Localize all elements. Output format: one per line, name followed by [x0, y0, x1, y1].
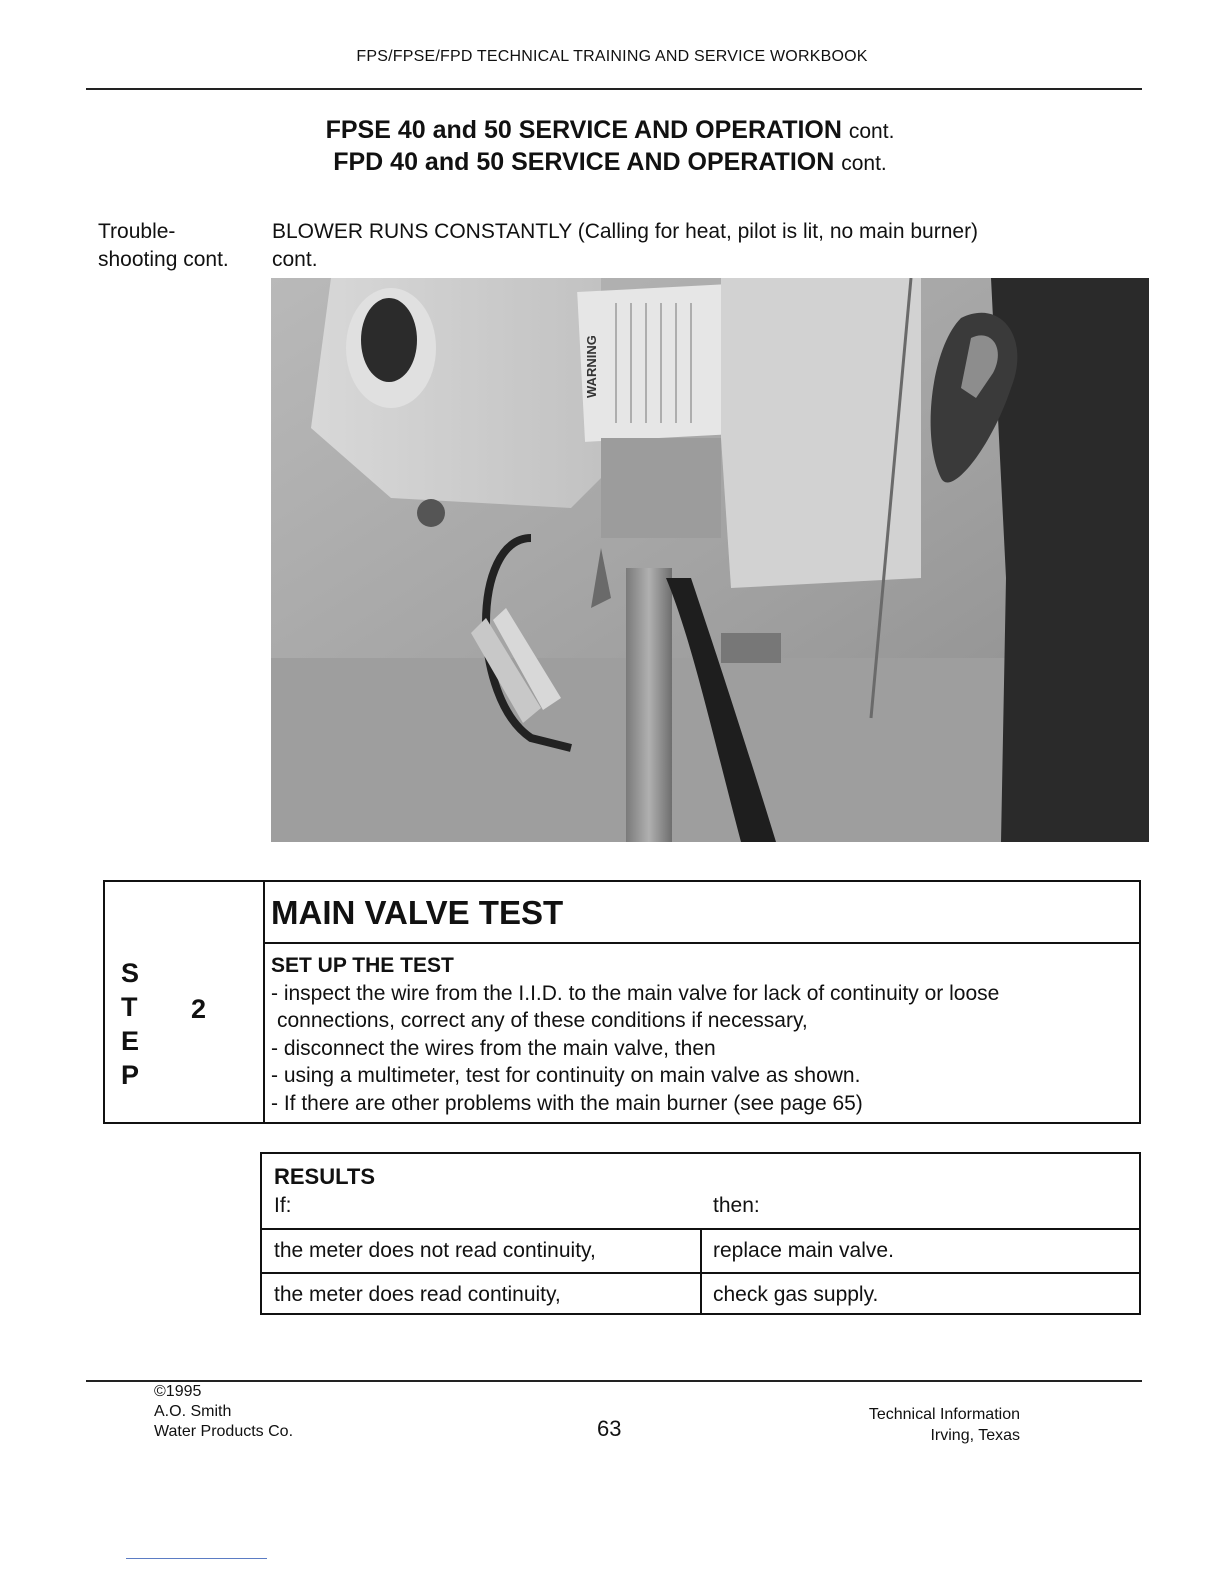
step-line-5: - If there are other problems with the main burner (see page 65)	[271, 1091, 863, 1115]
step-letter-t: T	[121, 992, 138, 1022]
results-table	[260, 1152, 1141, 1315]
result-condition: the meter does read continuity,	[274, 1283, 561, 1306]
troubleshooting-heading-line1: BLOWER RUNS CONSTANTLY (Calling for heat, pilot is lit, no main burner)	[272, 220, 979, 243]
side-label-line2: shooting cont.	[98, 248, 229, 271]
warning-label-text: WARNING	[584, 335, 599, 398]
footer-right-block	[820, 1404, 1020, 1446]
result-action: check gas supply.	[713, 1283, 879, 1306]
pilot-tube	[626, 568, 672, 842]
step-title: MAIN VALVE TEST	[271, 894, 564, 931]
footer-company-line1: A.O. Smith	[154, 1403, 232, 1420]
page-number: 63	[597, 1416, 622, 1441]
connector-block	[601, 438, 721, 538]
main-valve-photo	[271, 278, 1149, 842]
header-rule	[86, 88, 1142, 90]
step-letter-p: P	[121, 1060, 140, 1090]
step-subheading: SET UP THE TEST	[271, 954, 454, 977]
warning-label	[577, 284, 735, 442]
table-row	[262, 1230, 1139, 1274]
title-line1-cont: cont.	[848, 120, 895, 143]
footer-right-line1: Technical Information	[868, 1406, 1020, 1423]
footer-right-line2: Irving, Texas	[930, 1427, 1020, 1444]
title-line2-text: FPD 40 and 50 SERVICE AND OPERATION	[333, 148, 835, 176]
table-row	[262, 1274, 1139, 1316]
footer-company-line2: Water Products Co.	[154, 1423, 294, 1440]
results-then-label: then:	[713, 1194, 760, 1217]
step-box	[103, 880, 1141, 1124]
results-header	[262, 1154, 1139, 1230]
step-number: 2	[191, 994, 207, 1024]
step-line-2: connections, correct any of these conditions if necessary,	[277, 1009, 808, 1032]
results-title: RESULTS	[274, 1164, 376, 1189]
page-title-line1	[200, 116, 1020, 145]
results-if-label: If:	[274, 1194, 292, 1217]
troubleshooting-heading	[272, 218, 1132, 274]
side-label	[98, 218, 229, 274]
side-label-line1: Trouble-	[98, 220, 176, 243]
troubleshooting-heading-line2: cont.	[272, 248, 318, 271]
step-line-4: - using a multimeter, test for continuity on main valve as shown.	[271, 1064, 861, 1087]
step-line-3: - disconnect the wires from the main valve, then	[271, 1036, 716, 1060]
step-body	[271, 952, 999, 1117]
control-housing	[721, 278, 921, 588]
result-action: replace main valve.	[713, 1239, 894, 1262]
result-condition: the meter does not read continuity,	[274, 1239, 596, 1262]
footer-copyright: ©1995	[154, 1383, 202, 1400]
step-header	[265, 882, 1139, 944]
page-title-line2	[200, 148, 1020, 177]
step-line-1: - inspect the wire from the I.I.D. to the main valve for lack of continuity or loose	[271, 981, 1000, 1005]
control-knob	[361, 298, 417, 382]
footer-copyright-block	[154, 1382, 293, 1442]
step-letters	[121, 956, 151, 1092]
running-header: FPS/FPSE/FPD TECHNICAL TRAINING AND SERVICE WORKBOOK	[356, 48, 868, 65]
mounting-screw	[417, 499, 445, 527]
title-line2-cont: cont.	[841, 152, 887, 175]
fitting-nut	[721, 633, 781, 663]
title-line1-text: FPSE 40 and 50 SERVICE AND OPERATION	[325, 116, 842, 144]
step-letter-e: E	[121, 1026, 140, 1056]
photo-illustration	[271, 278, 1149, 842]
step-letter-s: S	[121, 958, 140, 988]
blue-underline-mark	[126, 1558, 267, 1559]
